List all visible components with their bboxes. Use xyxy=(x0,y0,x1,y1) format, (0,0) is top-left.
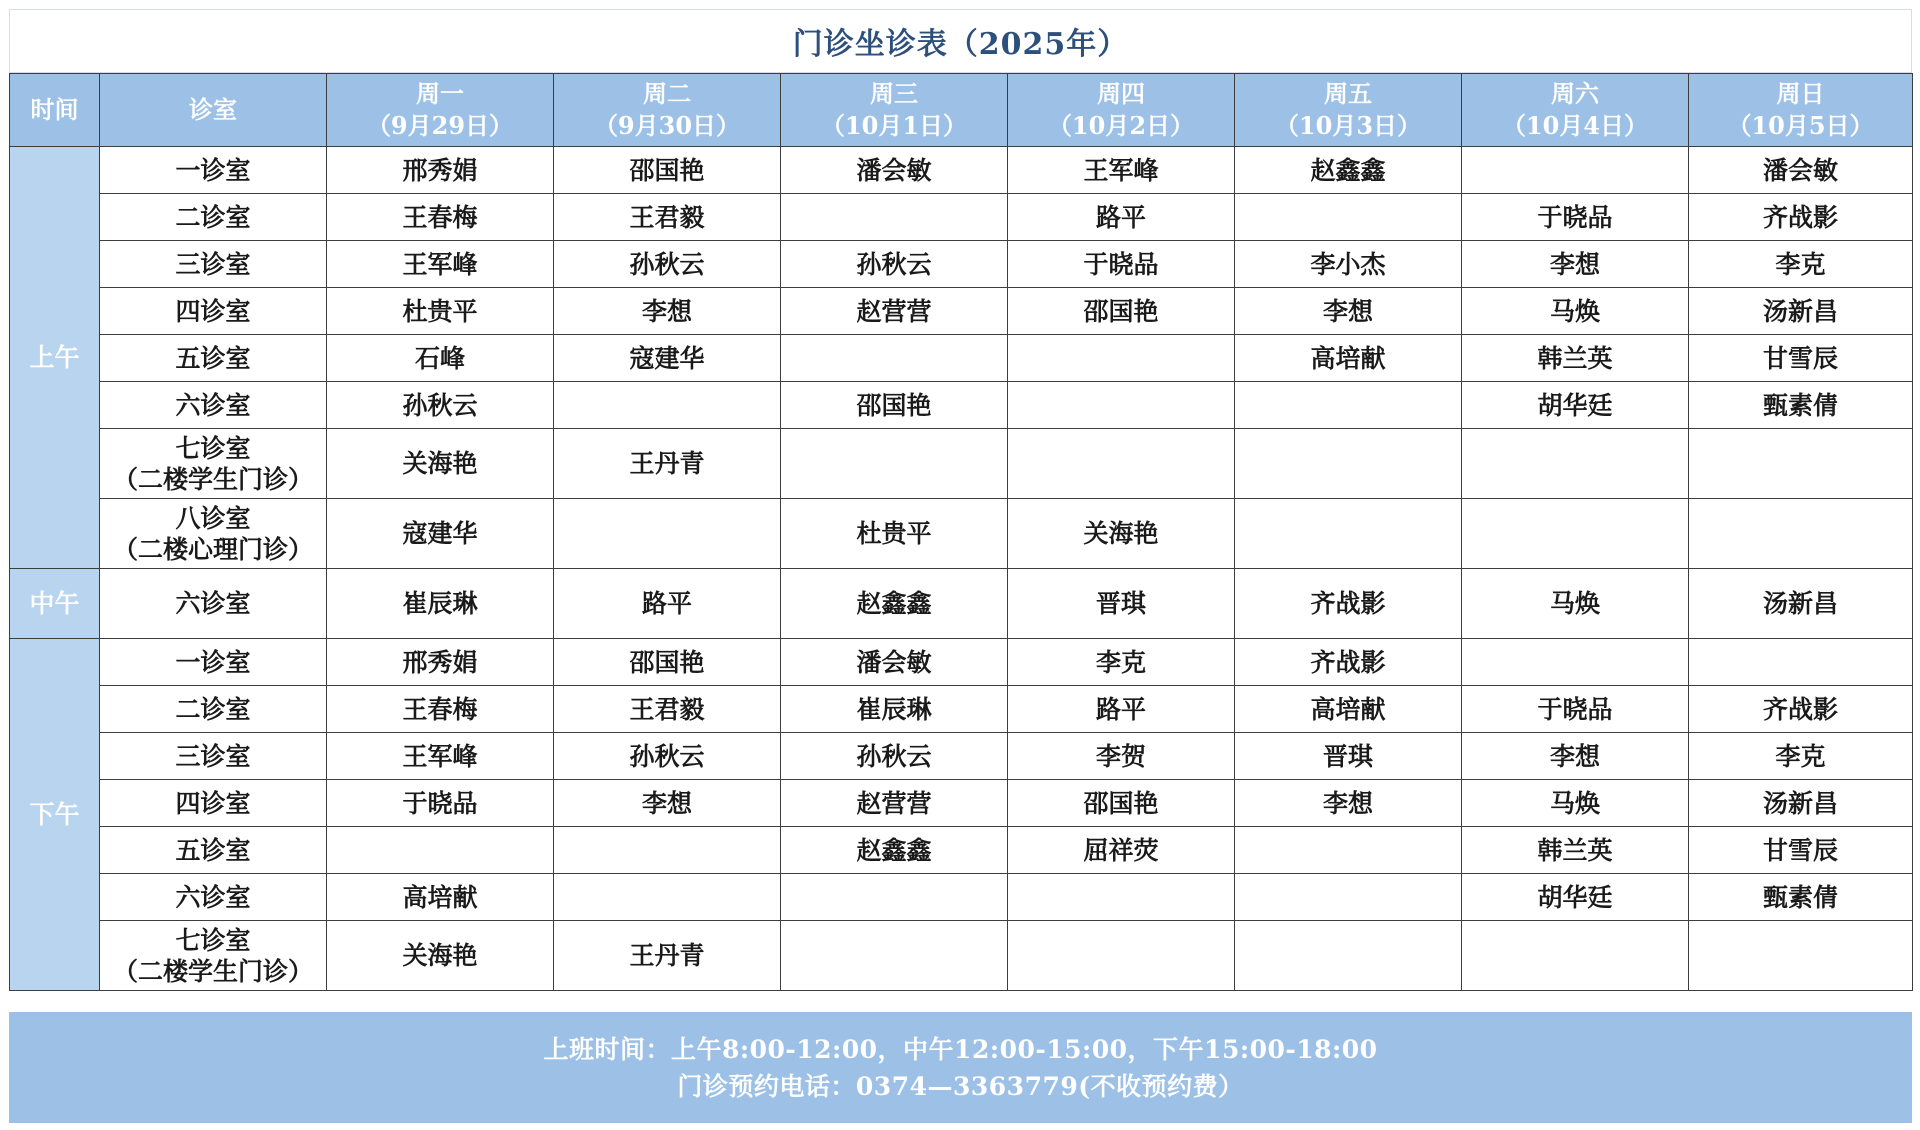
doctor-cell xyxy=(1462,147,1689,194)
table-row xyxy=(10,382,1913,429)
room-name: 一诊室 xyxy=(175,647,251,677)
table-row xyxy=(10,686,1913,733)
page-title: 门诊坐诊表（2025年） xyxy=(9,9,1912,73)
doctor-cell xyxy=(781,194,1008,241)
room-cell xyxy=(100,499,327,569)
header-day-mon: 周一 （9月29日） xyxy=(327,74,554,147)
header-day-wed: 周三 （10月1日） xyxy=(781,74,1008,147)
doctor-cell: 高培献 xyxy=(327,874,554,921)
doctor-cell: 齐战影 xyxy=(1689,194,1913,241)
doctor-cell: 王军峰 xyxy=(327,733,554,780)
doctor-cell: 齐战影 xyxy=(1689,686,1913,733)
room-name: 六诊室 xyxy=(175,390,251,420)
doctor-cell: 马焕 xyxy=(1462,288,1689,335)
doctor-cell: 马焕 xyxy=(1462,569,1689,639)
header-day-fri: 周五 （10月3日） xyxy=(1235,74,1462,147)
doctor-cell: 石峰 xyxy=(327,335,554,382)
room-note: （二楼学生门诊） xyxy=(112,956,313,986)
doctor-cell xyxy=(1235,921,1462,991)
doctor-cell: 王军峰 xyxy=(1008,147,1235,194)
doctor-cell xyxy=(554,874,781,921)
doctor-cell: 孙秋云 xyxy=(781,733,1008,780)
header-day-sat: 周六 （10月4日） xyxy=(1462,74,1689,147)
doctor-cell: 晋琪 xyxy=(1235,733,1462,780)
doctor-cell: 赵营营 xyxy=(781,780,1008,827)
doctor-cell: 寇建华 xyxy=(327,499,554,569)
doctor-cell: 胡华廷 xyxy=(1462,874,1689,921)
room-name: 五诊室 xyxy=(175,343,251,373)
doctor-cell: 杜贵平 xyxy=(781,499,1008,569)
header-row xyxy=(10,74,1913,147)
doctor-cell xyxy=(781,921,1008,991)
doctor-cell xyxy=(1462,499,1689,569)
room-cell xyxy=(100,921,327,991)
room-name: 二诊室 xyxy=(175,202,251,232)
doctor-cell: 王丹青 xyxy=(554,429,781,499)
doctor-cell: 屈祥荧 xyxy=(1008,827,1235,874)
room-note: （二楼学生门诊） xyxy=(112,464,313,494)
doctor-cell: 马焕 xyxy=(1462,780,1689,827)
room-name: 六诊室 xyxy=(175,882,251,912)
doctor-cell: 崔辰琳 xyxy=(781,686,1008,733)
doctor-cell xyxy=(1462,429,1689,499)
room-cell xyxy=(100,288,327,335)
table-row xyxy=(10,194,1913,241)
room-cell xyxy=(100,382,327,429)
header-day-sun: 周日 （10月5日） xyxy=(1689,74,1913,147)
table-row xyxy=(10,827,1913,874)
room-cell xyxy=(100,569,327,639)
doctor-cell: 邢秀娟 xyxy=(327,147,554,194)
room-cell xyxy=(100,827,327,874)
doctor-cell: 赵鑫鑫 xyxy=(781,569,1008,639)
room-name: 四诊室 xyxy=(175,788,251,818)
room-cell xyxy=(100,639,327,686)
doctor-cell: 王君毅 xyxy=(554,686,781,733)
doctor-cell: 赵营营 xyxy=(781,288,1008,335)
doctor-cell: 王军峰 xyxy=(327,241,554,288)
doctor-cell: 邵国艳 xyxy=(1008,288,1235,335)
doctor-cell xyxy=(1235,429,1462,499)
room-name: 八诊室 xyxy=(175,503,251,533)
room-cell xyxy=(100,780,327,827)
doctor-cell: 关海艳 xyxy=(1008,499,1235,569)
table-row xyxy=(10,335,1913,382)
doctor-cell: 王春梅 xyxy=(327,194,554,241)
doctor-cell: 王春梅 xyxy=(327,686,554,733)
doctor-cell: 甄素倩 xyxy=(1689,382,1913,429)
doctor-cell: 李想 xyxy=(1235,780,1462,827)
doctor-cell: 孙秋云 xyxy=(554,733,781,780)
doctor-cell: 齐战影 xyxy=(1235,569,1462,639)
room-name: 三诊室 xyxy=(175,249,251,279)
doctor-cell: 路平 xyxy=(1008,194,1235,241)
doctor-cell xyxy=(781,335,1008,382)
period-label-morning: 上午 xyxy=(10,147,100,569)
room-cell xyxy=(100,241,327,288)
doctor-cell: 孙秋云 xyxy=(327,382,554,429)
doctor-cell: 甄素倩 xyxy=(1689,874,1913,921)
doctor-cell: 李想 xyxy=(1235,288,1462,335)
room-name: 一诊室 xyxy=(175,155,251,185)
doctor-cell: 路平 xyxy=(1008,686,1235,733)
doctor-cell xyxy=(1462,921,1689,991)
schedule-sheet xyxy=(9,9,1912,1123)
doctor-cell: 李想 xyxy=(1462,733,1689,780)
doctor-cell: 李想 xyxy=(554,780,781,827)
doctor-cell xyxy=(1689,429,1913,499)
doctor-cell: 于晓品 xyxy=(1462,194,1689,241)
doctor-cell xyxy=(1235,382,1462,429)
doctor-cell xyxy=(1235,194,1462,241)
doctor-cell xyxy=(1689,639,1913,686)
doctor-cell: 高培献 xyxy=(1235,686,1462,733)
doctor-cell: 赵鑫鑫 xyxy=(1235,147,1462,194)
doctor-cell: 汤新昌 xyxy=(1689,569,1913,639)
doctor-cell xyxy=(1008,921,1235,991)
table-row xyxy=(10,569,1913,639)
header-time: 时间 xyxy=(10,74,100,147)
table-row xyxy=(10,780,1913,827)
doctor-cell xyxy=(554,382,781,429)
room-note: （二楼心理门诊） xyxy=(112,534,313,564)
doctor-cell: 孙秋云 xyxy=(781,241,1008,288)
doctor-cell: 李克 xyxy=(1689,241,1913,288)
doctor-cell xyxy=(1008,874,1235,921)
room-name: 四诊室 xyxy=(175,296,251,326)
doctor-cell: 李小杰 xyxy=(1235,241,1462,288)
doctor-cell xyxy=(1235,499,1462,569)
doctor-cell: 潘会敏 xyxy=(1689,147,1913,194)
doctor-cell: 于晓品 xyxy=(1008,241,1235,288)
doctor-cell: 李贺 xyxy=(1008,733,1235,780)
doctor-cell: 王丹青 xyxy=(554,921,781,991)
doctor-cell: 关海艳 xyxy=(327,429,554,499)
room-name: 七诊室 xyxy=(175,433,251,463)
doctor-cell: 甘雪辰 xyxy=(1689,335,1913,382)
doctor-cell: 胡华廷 xyxy=(1462,382,1689,429)
table-row xyxy=(10,874,1913,921)
table-row xyxy=(10,499,1913,569)
doctor-cell: 韩兰英 xyxy=(1462,827,1689,874)
doctor-cell: 于晓品 xyxy=(327,780,554,827)
doctor-cell xyxy=(781,874,1008,921)
doctor-cell xyxy=(1008,382,1235,429)
room-cell xyxy=(100,686,327,733)
schedule-body xyxy=(10,147,1913,991)
doctor-cell: 韩兰英 xyxy=(1462,335,1689,382)
room-name: 五诊室 xyxy=(175,835,251,865)
room-cell xyxy=(100,194,327,241)
doctor-cell: 邵国艳 xyxy=(781,382,1008,429)
doctor-cell xyxy=(1235,827,1462,874)
doctor-cell xyxy=(1008,429,1235,499)
doctor-cell: 汤新昌 xyxy=(1689,288,1913,335)
doctor-cell: 于晓品 xyxy=(1462,686,1689,733)
room-name: 二诊室 xyxy=(175,694,251,724)
doctor-cell: 高培献 xyxy=(1235,335,1462,382)
doctor-cell: 关海艳 xyxy=(327,921,554,991)
header-room: 诊室 xyxy=(100,74,327,147)
doctor-cell: 杜贵平 xyxy=(327,288,554,335)
doctor-cell: 邢秀娟 xyxy=(327,639,554,686)
footer-hours: 上班时间：上午8:00-12:00，中午12:00-15:00，下午15:00-18:00 xyxy=(543,1034,1378,1064)
doctor-cell xyxy=(1008,335,1235,382)
table-row xyxy=(10,639,1913,686)
period-label-noon: 中午 xyxy=(10,569,100,639)
doctor-cell: 李想 xyxy=(1462,241,1689,288)
room-name: 七诊室 xyxy=(175,925,251,955)
doctor-cell: 李想 xyxy=(554,288,781,335)
footer-phone: 门诊预约电话：0374—3363779(不收预约费） xyxy=(677,1071,1244,1101)
doctor-cell: 赵鑫鑫 xyxy=(781,827,1008,874)
table-row xyxy=(10,288,1913,335)
doctor-cell: 齐战影 xyxy=(1235,639,1462,686)
room-cell xyxy=(100,335,327,382)
doctor-cell xyxy=(1462,639,1689,686)
doctor-cell: 晋琪 xyxy=(1008,569,1235,639)
doctor-cell: 孙秋云 xyxy=(554,241,781,288)
doctor-cell: 邵国艳 xyxy=(1008,780,1235,827)
doctor-cell: 汤新昌 xyxy=(1689,780,1913,827)
table-row xyxy=(10,147,1913,194)
room-cell xyxy=(100,874,327,921)
table-row xyxy=(10,921,1913,991)
table-row xyxy=(10,241,1913,288)
doctor-cell: 路平 xyxy=(554,569,781,639)
period-label-afternoon: 下午 xyxy=(10,639,100,991)
header-day-tue: 周二 （9月30日） xyxy=(554,74,781,147)
doctor-cell: 崔辰琳 xyxy=(327,569,554,639)
doctor-cell: 李克 xyxy=(1008,639,1235,686)
doctor-cell: 潘会敏 xyxy=(781,639,1008,686)
doctor-cell xyxy=(1689,499,1913,569)
doctor-cell: 邵国艳 xyxy=(554,147,781,194)
doctor-cell xyxy=(1235,874,1462,921)
room-cell xyxy=(100,733,327,780)
doctor-cell: 李克 xyxy=(1689,733,1913,780)
footer-info xyxy=(9,1012,1912,1123)
room-cell xyxy=(100,147,327,194)
doctor-cell xyxy=(1689,921,1913,991)
doctor-cell: 寇建华 xyxy=(554,335,781,382)
room-name: 三诊室 xyxy=(175,741,251,771)
doctor-cell: 王君毅 xyxy=(554,194,781,241)
header-day-thu: 周四 （10月2日） xyxy=(1008,74,1235,147)
doctor-cell: 邵国艳 xyxy=(554,639,781,686)
doctor-cell xyxy=(554,827,781,874)
doctor-cell xyxy=(554,499,781,569)
doctor-cell: 潘会敏 xyxy=(781,147,1008,194)
room-cell xyxy=(100,429,327,499)
schedule-table xyxy=(9,73,1913,991)
table-row xyxy=(10,733,1913,780)
doctor-cell xyxy=(327,827,554,874)
doctor-cell: 甘雪辰 xyxy=(1689,827,1913,874)
room-name: 六诊室 xyxy=(175,589,251,618)
doctor-cell xyxy=(781,429,1008,499)
table-row xyxy=(10,429,1913,499)
